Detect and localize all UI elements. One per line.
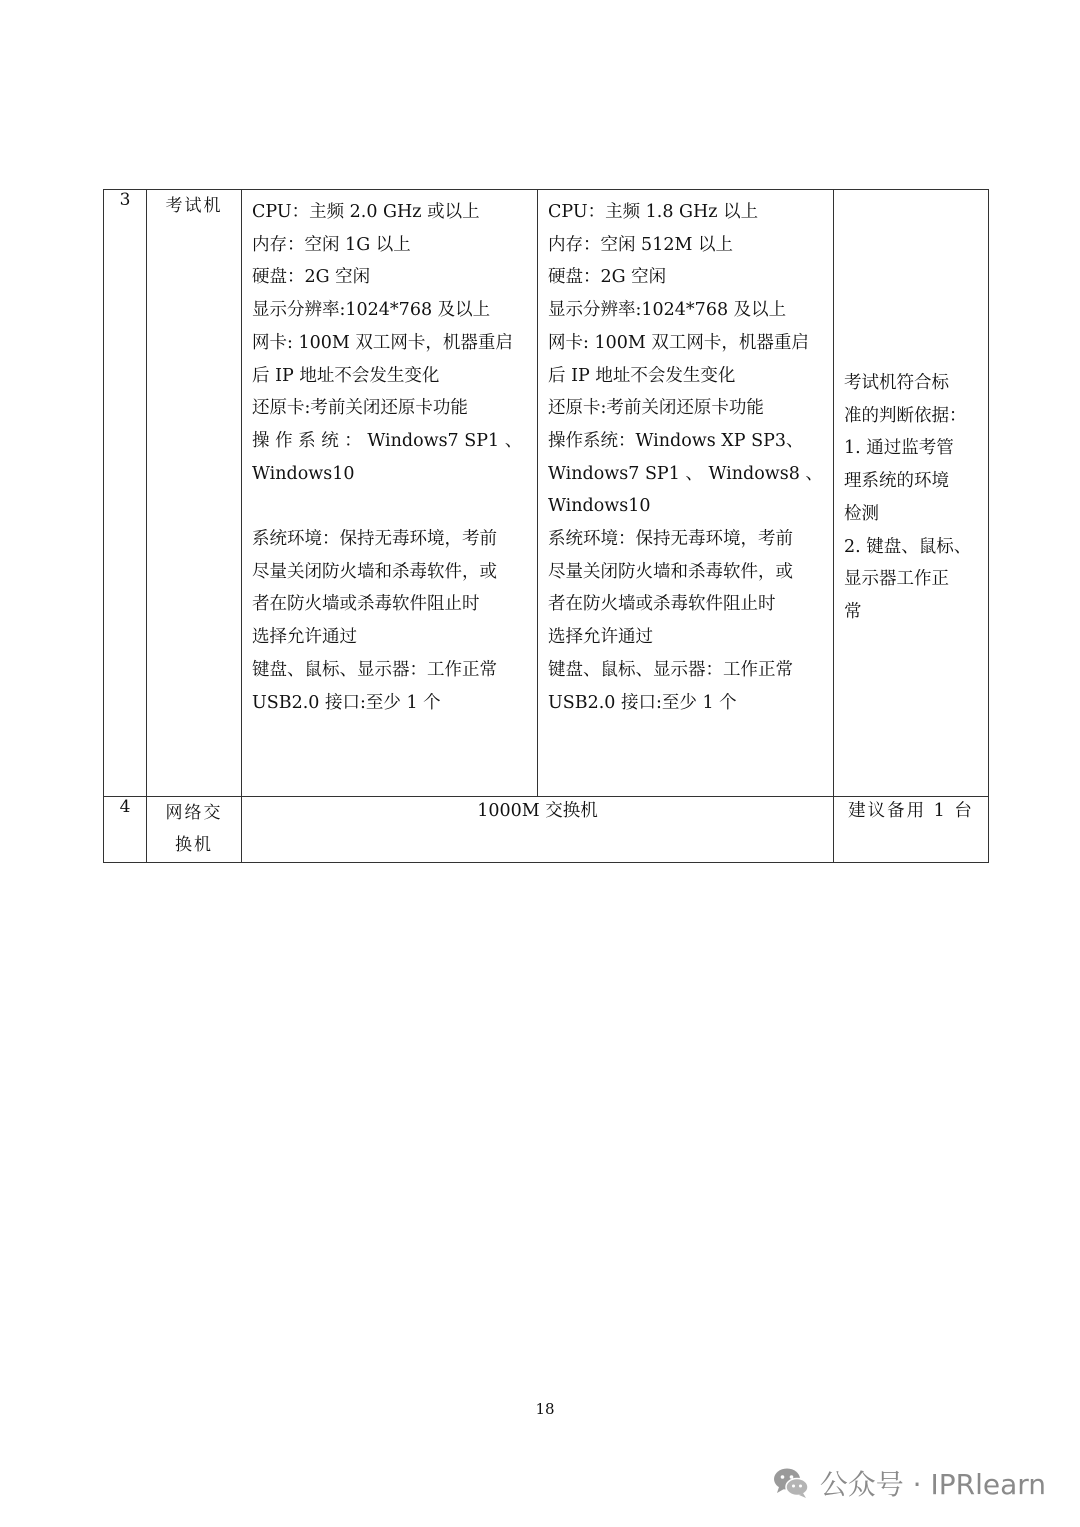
remark-line: 常	[844, 601, 862, 622]
config-line: CPU：主频 1.8 GHz 以上	[548, 202, 759, 222]
row-number: 3	[104, 190, 147, 797]
config-line: Windows10	[548, 496, 651, 517]
config-line: 选择允许通过	[252, 627, 357, 648]
config-line: 硬盘：2G 空闲	[548, 267, 667, 288]
minimum-config-cell	[538, 190, 834, 797]
config-line: 还原卡:考前关闭还原卡功能	[548, 398, 764, 419]
config-line: 后 IP 地址不会发生变化	[548, 365, 736, 386]
config-line: CPU：主频 2.0 GHz 或以上	[252, 202, 480, 222]
config-line: 系统环境：保持无毒环境，考前	[548, 529, 793, 550]
config-line: 系统环境：保持无毒环境，考前	[252, 529, 497, 550]
page-number: 18	[535, 1400, 555, 1418]
remark-line: 显示器工作正	[844, 569, 949, 590]
config-line: 者在防火墙或杀毒软件阻止时	[252, 594, 480, 615]
config-line: 内存：空闲 1G 以上	[252, 234, 411, 255]
remark-line: 考试机符合标	[844, 373, 949, 393]
minimum-config	[538, 190, 833, 719]
remark-text	[834, 190, 988, 629]
remark-line: 2. 键盘、鼠标、	[844, 536, 972, 557]
table-row	[104, 190, 989, 797]
item-name-line: 换机	[175, 835, 213, 855]
blank-line	[252, 490, 529, 523]
watermark-text: 公众号 · IPRlearn	[819, 1468, 1046, 1501]
switch-spec: 1000M 交换机	[242, 797, 834, 863]
config-line: 尽量关闭防火墙和杀毒软件，或	[548, 561, 793, 582]
remark-line: 1. 通过监考管	[844, 438, 954, 459]
config-line: Windows7 SP1 、 Windows8 、	[548, 463, 823, 484]
config-line: 显示分辨率:1024*768 及以上	[252, 300, 491, 321]
config-line: 尽量关闭防火墙和杀毒软件，或	[252, 561, 497, 582]
remark-cell	[834, 190, 989, 797]
config-line: 显示分辨率:1024*768 及以上	[548, 300, 787, 321]
config-line: 操作系统：Windows XP SP3、	[548, 430, 804, 451]
item-name-line: 网络交	[165, 803, 223, 823]
config-line: 硬盘：2G 空闲	[252, 267, 371, 288]
remark-line: 准的判断依据：	[844, 405, 967, 426]
table-row	[104, 797, 989, 863]
recommended-config	[242, 190, 537, 719]
config-line: 还原卡:考前关闭还原卡功能	[252, 398, 468, 419]
watermark	[772, 1463, 1046, 1503]
remark-line: 检测	[844, 503, 879, 524]
row-number: 4	[104, 797, 147, 863]
config-line: Windows10	[252, 463, 355, 484]
config-line: 网卡: 100M 双工网卡，机器重启	[548, 332, 809, 353]
item-name	[147, 797, 242, 863]
wechat-icon	[772, 1466, 810, 1500]
requirements-table	[103, 189, 989, 863]
config-line: 操 作 系 统 ： Windows7 SP1 、	[252, 430, 523, 451]
recommended-config-cell	[242, 190, 538, 797]
config-line: 者在防火墙或杀毒软件阻止时	[548, 594, 776, 615]
config-line: USB2.0 接口:至少 1 个	[548, 692, 737, 713]
config-line: 键盘、鼠标、显示器：工作正常	[252, 659, 497, 680]
config-line: 键盘、鼠标、显示器：工作正常	[548, 659, 793, 680]
config-line: 选择允许通过	[548, 627, 653, 648]
config-line: 后 IP 地址不会发生变化	[252, 365, 440, 386]
remark-text: 建议备用 1 台	[834, 797, 989, 863]
config-line: 内存：空闲 512M 以上	[548, 234, 733, 255]
config-line: 网卡: 100M 双工网卡，机器重启	[252, 332, 513, 353]
config-line: USB2.0 接口:至少 1 个	[252, 692, 441, 713]
remark-line: 理系统的环境	[844, 471, 949, 492]
item-name: 考试机	[147, 190, 242, 797]
